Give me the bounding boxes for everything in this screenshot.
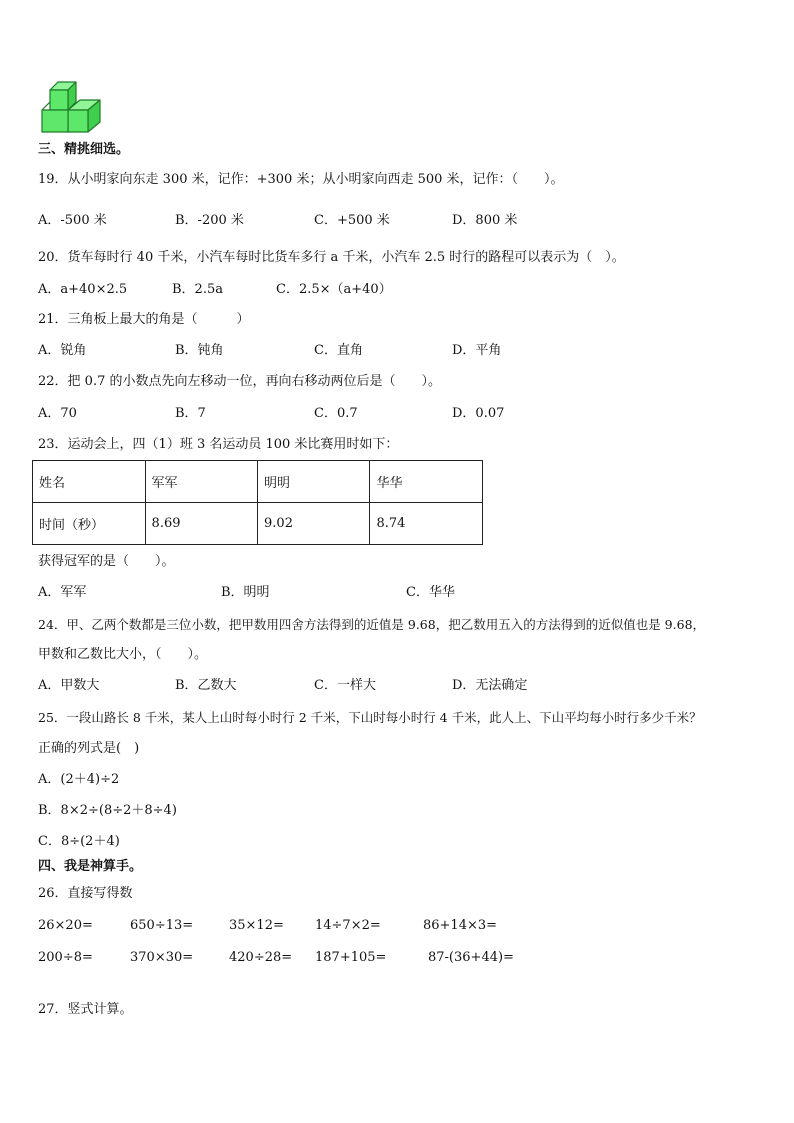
q22-stem: 22．把 0.7 的小数点先向左移动一位，再向右移动两位后是（ ）。 [38,374,441,389]
q24-option-a: A．甲数大 [38,678,100,693]
q19-option-d: D．800 米 [452,213,518,228]
q19-option-b: B．-200 米 [175,213,244,228]
q22-option-c: C．0.7 [314,406,358,421]
q21-option-a: A．锐角 [38,343,87,358]
q26-stem: 26．直接写得数 [38,886,133,901]
q21-option-b: B．钝角 [175,343,224,358]
table-header-cell: 姓名 [33,461,146,503]
q21-stem: 21．三角板上最大的角是（ ） [38,312,250,327]
table-cell: 时间（秒） [33,503,146,545]
table-header-cell: 华华 [370,461,483,503]
q23-option-c: C．华华 [406,585,455,600]
q19-stem: 19．从小明家向东走 300 米，记作：+300 米；从小明家向西走 500 米，记作：（ ）。 [38,172,564,187]
q25-option-b: B．8×2÷(8÷2＋8÷4) [38,803,177,818]
q25-option-c: C．8÷(2＋4) [38,834,120,849]
q22-option-a: A．70 [38,406,77,421]
table-cell: 8.69 [145,503,257,545]
q20-option-a: A．a+40×2.5 [38,282,128,297]
q26-problem: 200÷8= [38,950,93,965]
table-header-cell: 明明 [258,461,370,503]
q26-problem: 87-(36+44)= [428,950,514,965]
q24-stem-line2: 甲数和乙数比大小，（ ）。 [38,647,208,662]
q21-option-d: D．平角 [452,343,502,358]
q26-problem: 35×12= [229,918,284,933]
q25-stem-line2: 正确的列式是( ) [38,741,140,756]
q19-option-a: A．-500 米 [38,213,107,228]
table-row [33,461,483,503]
table-header-cell: 军军 [145,461,257,503]
q26-problem: 86+14×3= [423,918,498,933]
cube-stack-figure [38,80,108,136]
q25-stem-line1: 25．一段山路长 8 千米，某人上山时每小时行 2 千米，下山时每小时行 4 千米，此人上、下山平均每小时行多少千米？ [38,710,702,725]
q20-option-b: B．2.5a [172,282,223,297]
q23-stem: 23．运动会上，四（1）班 3 名运动员 100 米比赛用时如下： [38,437,399,452]
q23-question: 获得冠军的是（ ）。 [38,554,175,569]
q22-option-b: B．7 [175,406,206,421]
q20-option-c: C．2.5×（a+40） [276,282,392,297]
q20-stem: 20．货车每时行 40 千米，小汽车每时比货车多行 a 千米，小汽车 2.5 时行的路程可以表示为（ ）。 [38,250,625,265]
q24-option-c: C．一样大 [314,678,376,693]
q24-option-d: D．无法确定 [452,678,528,693]
q23-option-a: A．军军 [38,585,87,600]
race-times-table [32,460,483,545]
q21-option-c: C．直角 [314,343,363,358]
q25-option-a: A．(2＋4)÷2 [38,772,120,787]
table-row [33,503,483,545]
q26-problem: 26×20= [38,918,93,933]
table-cell: 8.74 [370,503,483,545]
q26-problem: 370×30= [130,950,194,965]
q27-stem: 27．竖式计算。 [38,1002,133,1017]
q24-option-b: B．乙数大 [175,678,237,693]
table-cell: 9.02 [258,503,370,545]
q26-problem: 420÷28= [229,950,293,965]
q26-problem: 650÷13= [130,918,194,933]
section4-title: 四、我是神算手。 [38,859,143,874]
section3-title: 三、精挑细选。 [38,142,130,157]
q24-stem-line1: 24．甲、乙两个数都是三位小数，把甲数用四舍方法得到的近值是 9.68，把乙数用五入的方法得到的近似值也是 9.68， [38,617,706,632]
q22-option-d: D．0.07 [452,406,505,421]
q23-option-b: B．明明 [221,585,270,600]
q26-problem: 14÷7×2= [315,918,381,933]
q19-option-c: C．+500 米 [314,213,390,228]
q26-problem: 187+105= [315,950,387,965]
